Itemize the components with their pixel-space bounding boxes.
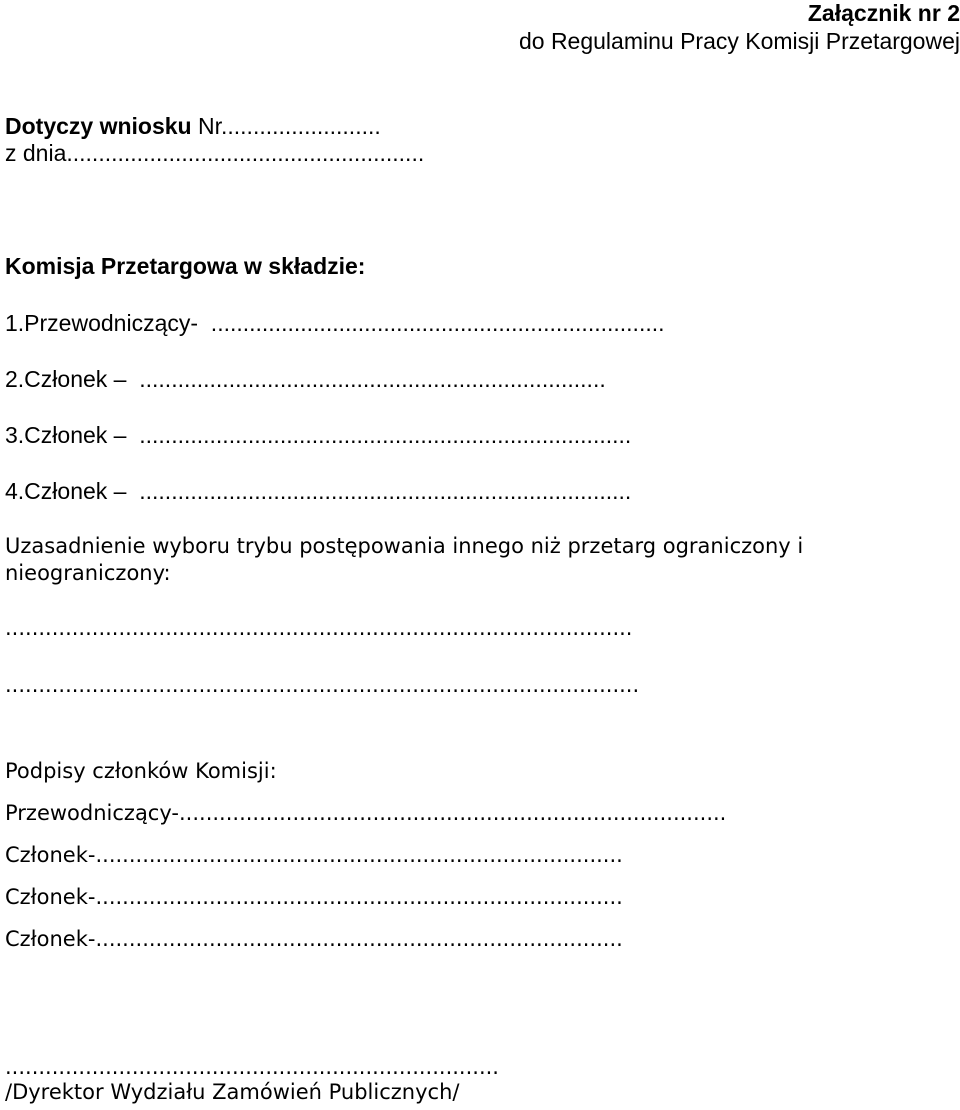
commission-heading: Komisja Przetargowa w składzie: [5, 253, 366, 279]
request-number-line [5, 115, 381, 138]
signatures-heading: Podpisy członków Komisji: [5, 759, 277, 783]
request-date-field: z dnia........................................................ [5, 140, 425, 166]
justification-text-line-1: Uzasadnienie wyboru trybu postępowania innego niż przetarg ograniczony i [5, 534, 804, 558]
justification-text-line-2: nieograniczony: [5, 561, 171, 585]
attachment-subtitle: do Regulaminu Pracy Komisji Przetargowej [518, 28, 960, 54]
director-signature-dots: .......................................................................... [5, 1055, 499, 1079]
request-number-field: Nr......................... [191, 113, 381, 139]
signature-member-1: Członek-............................................................................... [5, 843, 623, 867]
commission-member-2: 2.Członek – ......................................................................... [5, 366, 606, 392]
commission-member-1: 1.Przewodniczący- ....................................................................... [5, 310, 665, 336]
commission-member-4: 4.Członek – ............................................................................. [5, 478, 632, 504]
justification-blank-line-2: ............................................................................................... [5, 673, 640, 697]
request-label: Dotyczy wniosku [5, 113, 192, 139]
signature-chair: Przewodniczący-.................................................................................. [5, 801, 727, 825]
signature-member-2: Członek-............................................................................... [5, 885, 623, 909]
commission-member-3: 3.Członek – ............................................................................. [5, 422, 632, 448]
signature-member-3: Członek-............................................................................... [5, 927, 623, 951]
director-title: /Dyrektor Wydziału Zamówień Publicznych/ [5, 1080, 460, 1104]
attachment-title: Załącznik nr 2 [807, 0, 960, 26]
justification-blank-line-1: .............................................................................................. [5, 616, 633, 640]
